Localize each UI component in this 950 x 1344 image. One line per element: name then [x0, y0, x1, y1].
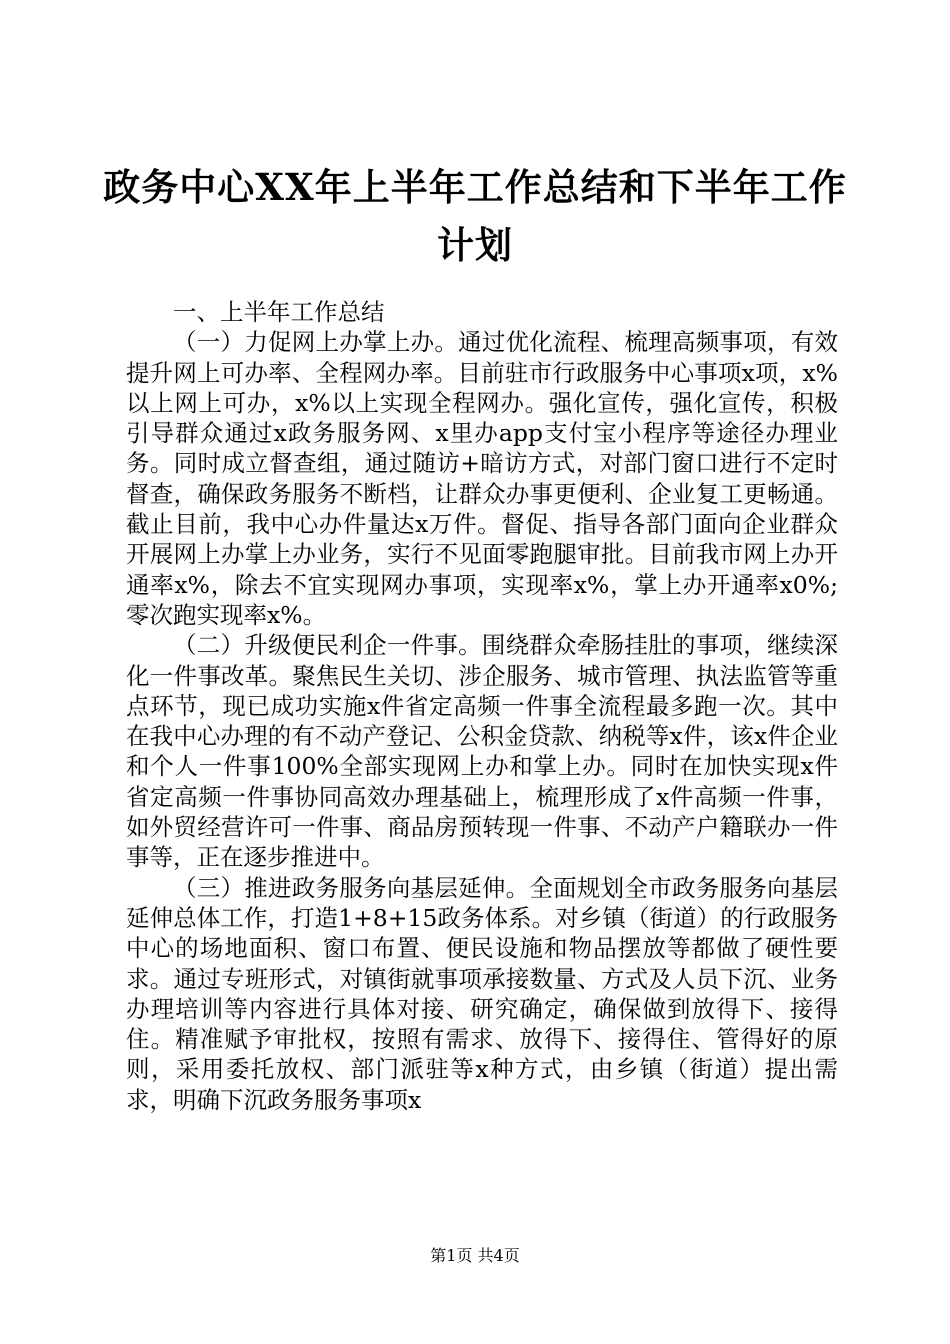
page-footer: 第1页 共4页 — [430, 1246, 520, 1265]
paragraph-2: （二）升级便民利企一件事。围绕群众牵肠挂肚的事项，继续深化一件事改革。聚焦民生关切、涉企服务、城市管理、执法监管等重点环节，现已成功实施x件省定高频一件事全流程最多跑一次。其中在我中心办理的有不动产登记、公积金贷款、纳税等x件，该x件企业和个人一件事100%全部实现网上办和掌上办。同时在加快实现x件省定高频一件事协同高效办理基础上，梳理形成了x件高频一件事，如外贸经营许可一件事、商品房预转现一件事、不动产户籍联办一件事等，正在逐步推进中。 — [126, 631, 838, 872]
paragraph-3: （三）推进政务服务向基层延伸。全面规划全市政务服务向基层延伸总体工作，打造1+8+15政务体系。对乡镇（街道）的行政服务中心的场地面积、窗口布置、便民设施和物品摆放等都做了硬性要求。通过专班形式，对镇街就事项承接数量、方式及人员下沉、业务办理培训等内容进行具体对接、研究确定，确保做到放得下、接得住。精准赋予审批权，按照有需求、放得下、接得住、管得好的原则，采用委托放权、部门派驻等x种方式，由乡镇（街道）提出需求，明确下沉政务服务事项x — [126, 873, 838, 1114]
document-body — [126, 297, 838, 1115]
document-title: 政务中心XX年上半年工作总结和下半年工作计划 — [103, 165, 847, 267]
section-heading: 一、上半年工作总结 — [173, 298, 385, 326]
paragraph-1: （一）力促网上办掌上办。通过优化流程、梳理高频事项，有效提升网上可办率、全程网办率。目前驻市行政服务中心事项x项，x%以上网上可办，x%以上实现全程网办。强化宣传，强化宣传，积极引导群众通过x政务服务网、x里办app支付宝小程序等途径办理业务。同时成立督查组，通过随访+暗访方式，对部门窗口进行不定时督查，确保政务服务不断档，让群众办事更便利、企业复工更畅通。截止目前，我中心办件量达x万件。督促、指导各部门面向企业群众开展网上办掌上办业务，实行不见面零跑腿审批。目前我市网上办开通率x%，除去不宜实现网办事项，实现率x%，掌上办开通率x0%;零次跑实现率x%。 — [126, 328, 838, 629]
